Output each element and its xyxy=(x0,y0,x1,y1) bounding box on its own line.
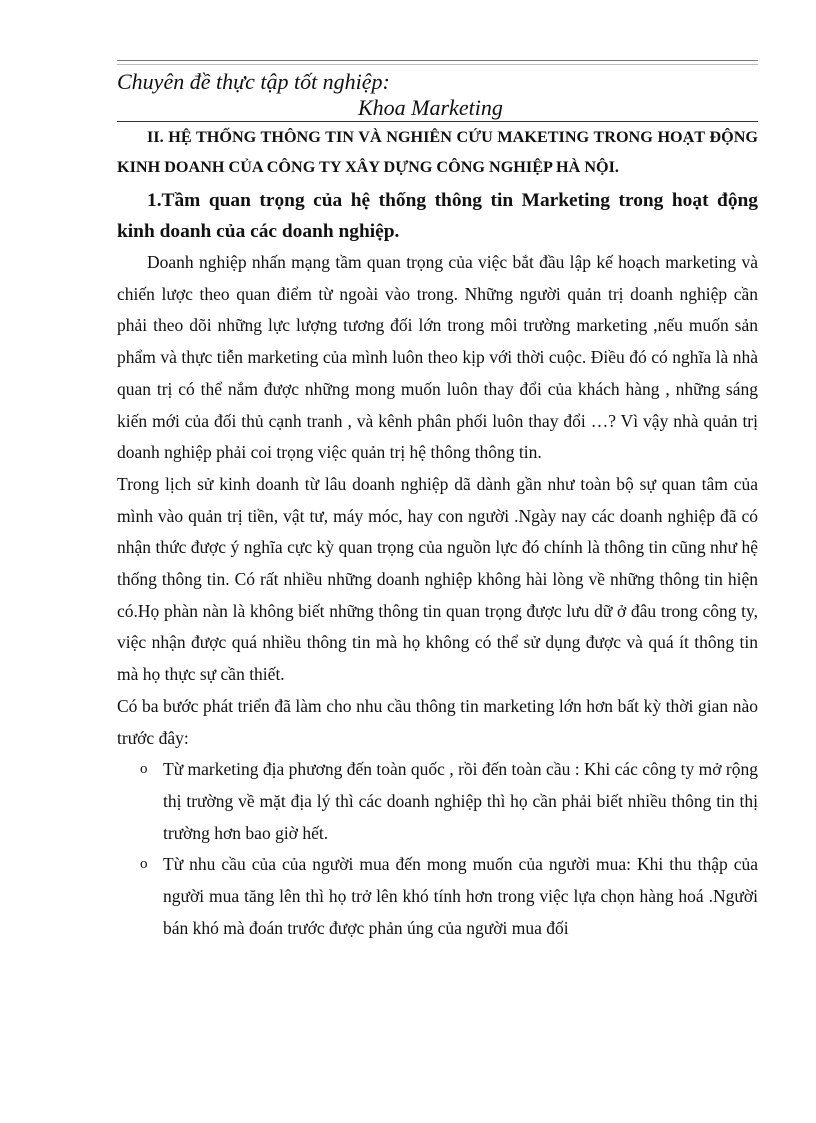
circle-bullet-icon: o xyxy=(140,761,148,778)
page-body xyxy=(117,122,758,944)
list-item-text: Từ nhu cầu của của người mua đến mong muốn của người mua: Khi thu thập của người mua tăng lên thì họ trở lên khó tính hơn trong việc lựa chọn hàng hoá .Người bán khó mà đoán trước được phản úng của người mua đối xyxy=(163,854,758,938)
list-item xyxy=(117,849,758,944)
bullet-list xyxy=(117,754,758,944)
paragraph: Có ba bước phát triển đã làm cho nhu cầu thông tin marketing lớn hơn bất kỳ thời gian nào trước đây: xyxy=(117,695,758,748)
paragraph: Trong lịch sử kinh doanh từ lâu doanh nghiệp dã dành gần như toàn bộ sự quan tâm của mình vào quản trị tiền, vật tư, máy móc, hay con người .Ngày nay các doanh nghiệp đã có nhận thức được ý nghĩa cực kỳ quan trọng của nguồn lực đó chính là thông tin cũng như hệ thống thông tin. Có rất nhiều những doanh nghiệp không hài lòng về những thông tin hiện có.Họ phàn nàn là không biết những thông tin quan trọng được lưu dữ ở đâu trong công ty, việc nhận được quá nhiều thông tin mà họ không có thể sử dụng được và quá ít thông tin mà họ thực sự cần thiết. xyxy=(117,473,758,685)
list-item xyxy=(117,754,758,849)
header-department: Khoa Marketing xyxy=(358,95,503,120)
circle-bullet-icon: o xyxy=(140,856,148,873)
subsection-heading: 1.Tầm quan trọng của hệ thống thông tin Marketing trong hoạt động kinh doanh của các doanh nghiệp. xyxy=(117,190,758,242)
list-item-text: Từ marketing địa phương đến toàn quốc , rồi đến toàn cầu : Khi các công ty mở rộng thị trường về mặt địa lý thì các doanh nghiệp thì họ cần phải biết nhiều thông tin thị trường hơn bao giờ hết. xyxy=(163,759,758,843)
header-rule-top xyxy=(117,60,758,61)
header-rule-double xyxy=(117,64,758,65)
paragraph: Doanh nghiệp nhấn mạng tầm quan trọng của việc bắt đầu lập kế hoạch marketing và chiến lược theo quan điểm từ ngoài vào trong. Những người quản trị doanh nghiệp cần phải theo dõi những lực lượng tương đối lớn trong môi trường marketing ,nếu muốn sản phẩm và thực tiễn marketing của mình luôn theo kịp với thời cuộc. Điều đó có nghĩa là nhà quan trị có thể nắm được những mong muốn luôn thay đổi của khách hàng , những sáng kiến mới của đối thủ cạnh tranh , và kênh phân phối luôn thay đổi …? Vì vậy nhà quản trị doanh nghiệp phải coi trọng việc quản trị hệ thông thông tin. xyxy=(117,252,758,463)
section-heading: II. HỆ THỐNG THÔNG TIN VÀ NGHIÊN CỨU MAKETING TRONG HOẠT ĐỘNG KINH DOANH CỦA CÔNG TY XÂY DỰNG CÔNG NGHIỆP HÀ NỘI. xyxy=(117,128,758,176)
header-title: Chuyên đề thực tập tốt nghiệp: xyxy=(117,69,390,94)
